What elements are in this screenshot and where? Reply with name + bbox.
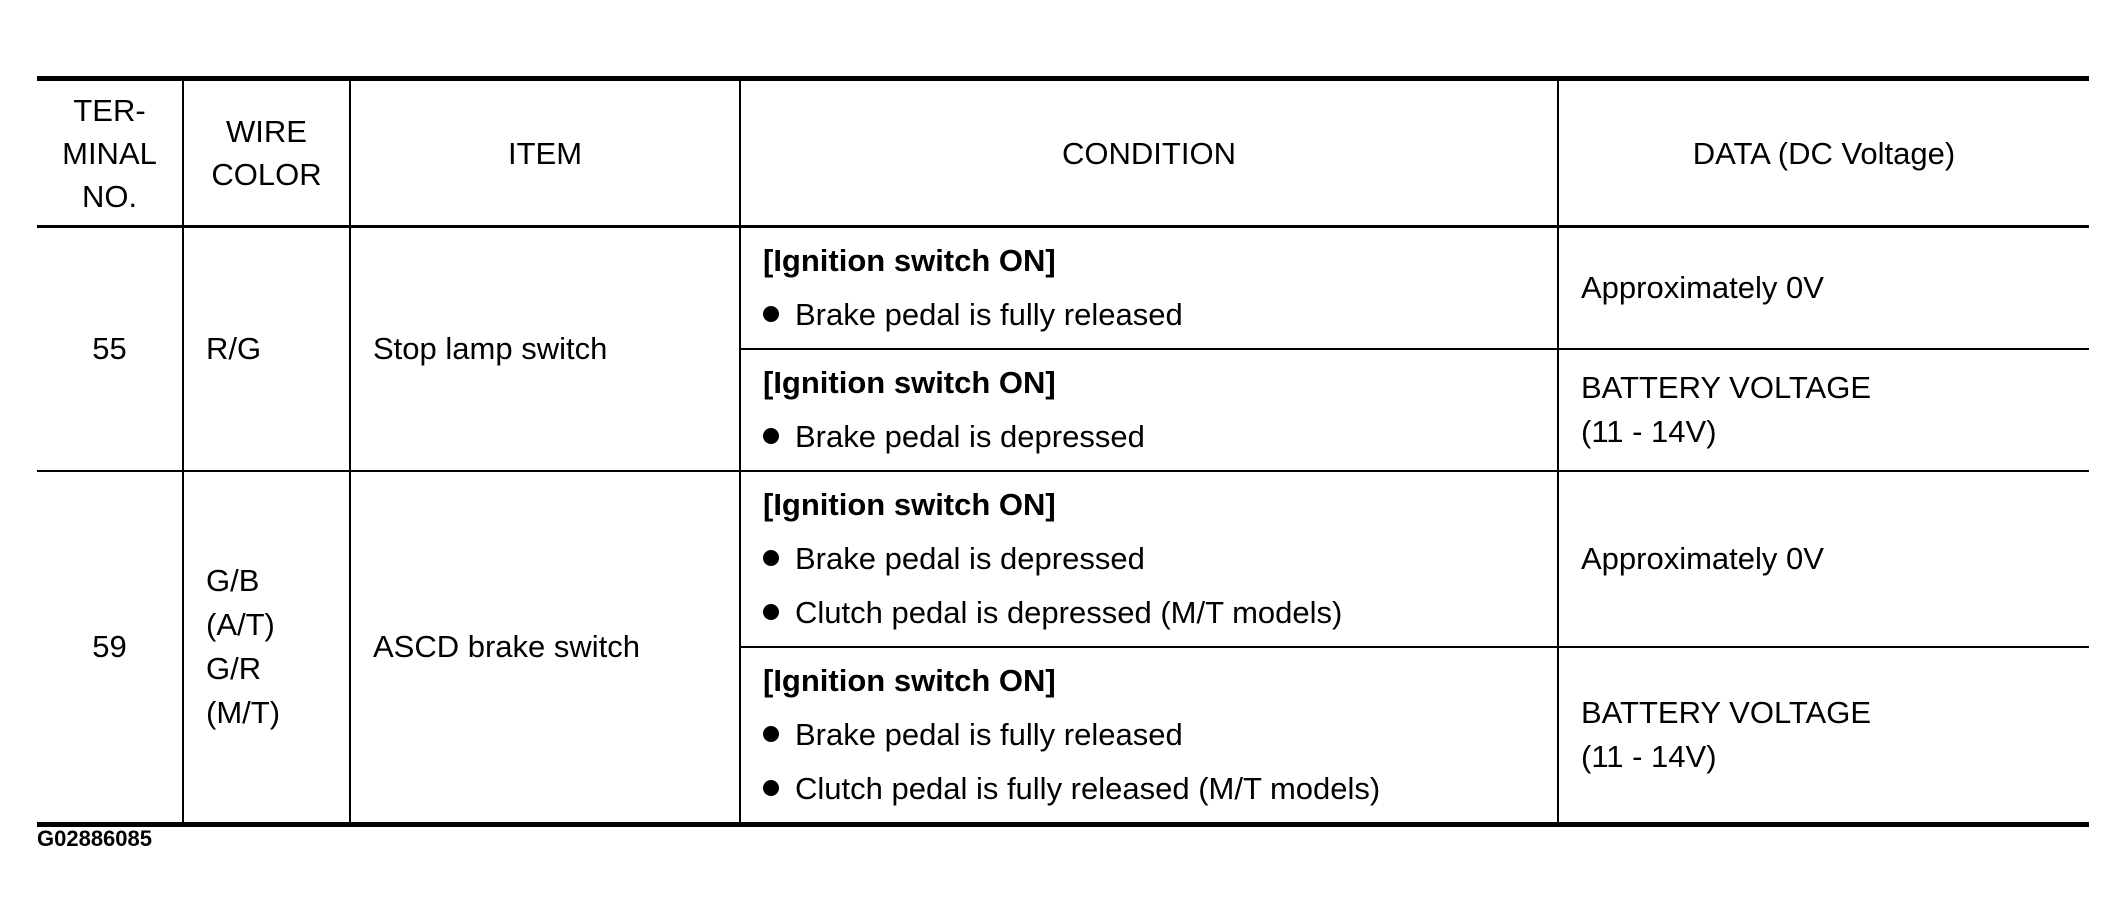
data-value: Approximately 0V <box>1558 471 2089 647</box>
header-condition: CONDITION <box>740 79 1558 227</box>
data-value: BATTERY VOLTAGE (11 - 14V) <box>1558 349 2089 471</box>
condition-heading: [Ignition switch ON] <box>763 487 1056 522</box>
header-wire-color: WIRE COLOR <box>183 79 350 227</box>
terminal-reference-table-container <box>37 76 2089 827</box>
condition-cell <box>740 471 1558 647</box>
condition-line: Brake pedal is depressed <box>763 410 1535 464</box>
terminal-reference-table <box>37 76 2089 827</box>
condition-line: Clutch pedal is fully released (M/T models) <box>763 762 1535 816</box>
wire-color: G/B (A/T) G/R (M/T) <box>183 471 350 825</box>
header-row <box>37 79 2089 227</box>
bullet-icon <box>763 306 779 322</box>
bullet-icon <box>763 780 779 796</box>
condition-cell <box>740 647 1558 825</box>
item-name: ASCD brake switch <box>350 471 740 825</box>
condition-heading: [Ignition switch ON] <box>763 243 1056 278</box>
data-value: BATTERY VOLTAGE (11 - 14V) <box>1558 647 2089 825</box>
bullet-icon <box>763 550 779 566</box>
header-data: DATA (DC Voltage) <box>1558 79 2089 227</box>
condition-line: Clutch pedal is depressed (M/T models) <box>763 586 1535 640</box>
item-name: Stop lamp switch <box>350 227 740 472</box>
condition-heading: [Ignition switch ON] <box>763 365 1056 400</box>
wire-color: R/G <box>183 227 350 472</box>
terminal-number: 59 <box>37 471 183 825</box>
bullet-icon <box>763 726 779 742</box>
condition-cell <box>740 349 1558 471</box>
header-terminal-no: TER- MINAL NO. <box>37 79 183 227</box>
figure-id: G02886085 <box>37 826 152 851</box>
terminal-number: 55 <box>37 227 183 472</box>
condition-line: Brake pedal is depressed <box>763 532 1535 586</box>
table-row <box>37 227 2089 350</box>
condition-line: Brake pedal is fully released <box>763 288 1535 342</box>
header-item: ITEM <box>350 79 740 227</box>
bullet-icon <box>763 428 779 444</box>
data-value: Approximately 0V <box>1558 227 2089 350</box>
condition-heading: [Ignition switch ON] <box>763 663 1056 698</box>
condition-cell <box>740 227 1558 350</box>
table-row <box>37 471 2089 647</box>
bullet-icon <box>763 604 779 620</box>
condition-line: Brake pedal is fully released <box>763 708 1535 762</box>
